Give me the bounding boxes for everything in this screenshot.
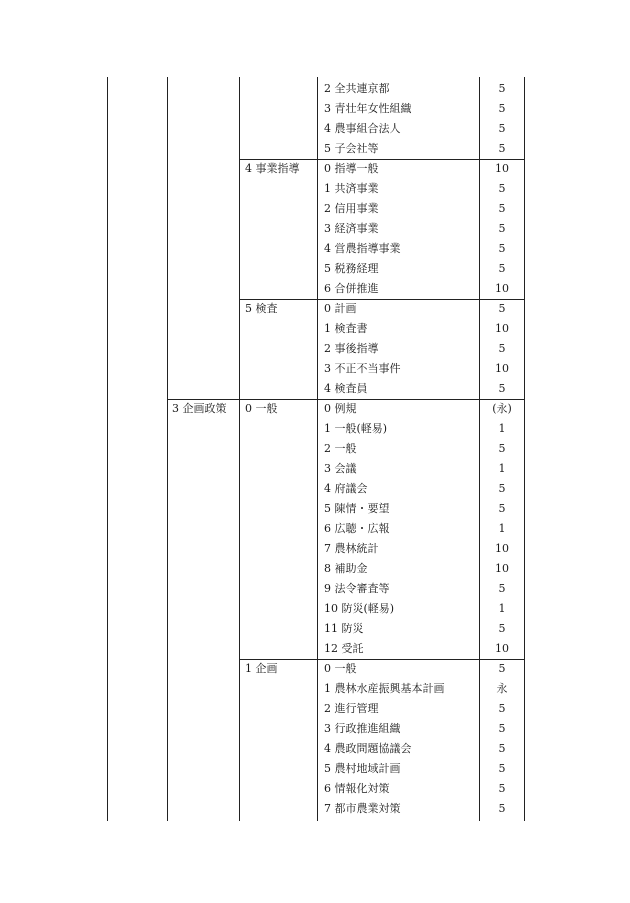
retention-period-cell: 1 [498, 522, 506, 535]
item-cell: 3 不正不当事件 [324, 362, 401, 375]
item-cell: 0 一般 [324, 662, 357, 675]
item-cell: 2 全共連京都 [324, 82, 390, 95]
item-cell: 12 受託 [324, 642, 364, 655]
item-cell: 6 合併推進 [324, 282, 379, 295]
item-cell: 6 広聴・広報 [324, 522, 390, 535]
item-cell: 1 一般(軽易) [324, 422, 388, 435]
retention-period-cell: 5 [498, 582, 506, 595]
item-cell: 4 農政問題協議会 [324, 742, 412, 755]
column-border-3 [239, 77, 240, 821]
retention-period-cell: 5 [498, 342, 506, 355]
retention-period-cell: 5 [498, 222, 506, 235]
retention-period-cell: 10 [495, 642, 509, 655]
section-cell: 5 検査 [245, 302, 278, 315]
retention-period-cell: 10 [495, 322, 509, 335]
retention-period-cell: 5 [498, 262, 506, 275]
item-cell: 4 検査員 [324, 382, 368, 395]
retention-period-cell: 永 [496, 682, 508, 695]
item-cell: 2 進行管理 [324, 702, 379, 715]
item-cell: 1 農林水産振興基本計画 [324, 682, 445, 695]
item-cell: 0 例規 [324, 402, 357, 415]
retention-period-cell: 5 [498, 782, 506, 795]
retention-period-cell: 5 [498, 622, 506, 635]
retention-period-cell: 5 [498, 82, 506, 95]
retention-period-cell: 10 [495, 562, 509, 575]
retention-period-cell: 10 [495, 542, 509, 555]
retention-period-cell: 5 [498, 442, 506, 455]
retention-period-cell: 1 [498, 602, 506, 615]
item-cell: 0 指導一般 [324, 162, 379, 175]
retention-period-cell: 5 [498, 502, 506, 515]
item-cell: 8 補助金 [324, 562, 368, 575]
section-cell: 1 企画 [245, 662, 278, 675]
item-cell: 3 会議 [324, 462, 357, 475]
item-cell: 10 防災(軽易) [324, 602, 395, 615]
retention-period-cell: 5 [498, 382, 506, 395]
item-cell: 3 経済事業 [324, 222, 379, 235]
retention-period-cell: 5 [498, 182, 506, 195]
retention-period-cell: 5 [498, 102, 506, 115]
retention-period-cell: 5 [498, 482, 506, 495]
item-cell: 4 営農指導事業 [324, 242, 401, 255]
item-cell: 0 計画 [324, 302, 357, 315]
item-cell: 5 陳情・要望 [324, 502, 390, 515]
column-border-4 [317, 77, 318, 821]
item-cell: 6 情報化対策 [324, 782, 390, 795]
retention-period-cell: 1 [498, 462, 506, 475]
item-cell: 2 事後指導 [324, 342, 379, 355]
item-cell: 5 子会社等 [324, 142, 379, 155]
retention-period-cell: 5 [498, 702, 506, 715]
item-cell: 1 共済事業 [324, 182, 379, 195]
retention-period-cell: 5 [498, 802, 506, 815]
item-cell: 5 農村地域計画 [324, 762, 401, 775]
retention-period-cell: 5 [498, 742, 506, 755]
item-cell: 3 青壮年女性組織 [324, 102, 412, 115]
item-cell: 11 防災 [324, 622, 364, 635]
item-cell: 2 信用事業 [324, 202, 379, 215]
item-cell: 1 検査書 [324, 322, 368, 335]
retention-period-cell: 5 [498, 242, 506, 255]
column-border-2 [167, 77, 168, 821]
item-cell: 4 農事組合法人 [324, 122, 401, 135]
item-cell: 5 税務経理 [324, 262, 379, 275]
retention-period-cell: 5 [498, 142, 506, 155]
retention-period-cell: 5 [498, 202, 506, 215]
section-cell: 4 事業指導 [245, 162, 300, 175]
retention-period-cell: 10 [495, 282, 509, 295]
retention-period-cell: 10 [495, 162, 509, 175]
retention-period-cell: 5 [498, 722, 506, 735]
retention-period-cell: 1 [498, 422, 506, 435]
item-cell: 9 法令審査等 [324, 582, 390, 595]
retention-period-cell: 5 [498, 662, 506, 675]
item-cell: 2 一般 [324, 442, 357, 455]
retention-period-cell: 5 [498, 762, 506, 775]
retention-period-cell: 10 [495, 362, 509, 375]
item-cell: 3 行政推進組織 [324, 722, 401, 735]
item-cell: 7 都市農業対策 [324, 802, 401, 815]
retention-period-cell: 5 [498, 302, 506, 315]
item-cell: 4 府議会 [324, 482, 368, 495]
subcategory-cell: 3 企画政策 [172, 402, 227, 415]
column-border-1 [107, 77, 108, 821]
retention-period-cell: (永) [492, 402, 512, 415]
item-cell: 7 農林統計 [324, 542, 379, 555]
retention-period-cell: 5 [498, 122, 506, 135]
column-border-6 [524, 77, 525, 821]
section-cell: 0 一般 [245, 402, 278, 415]
